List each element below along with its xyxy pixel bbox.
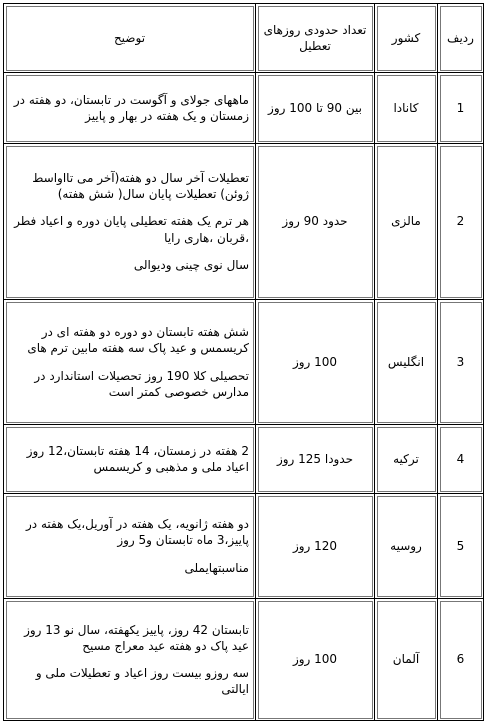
- description-cell: [4, 73, 256, 144]
- description-paragraph: سال نوی چینی ودیوالی: [133, 257, 249, 272]
- description-paragraph: دو هفته ژانویه، یک هفته در آوریل،یک هفته در پاییز،3 ماه تابستان و5 روز: [26, 517, 249, 548]
- table-row: [4, 144, 484, 300]
- row-number-cell: 4: [438, 425, 484, 494]
- country-cell: کانادا: [375, 73, 438, 144]
- description-paragraph: تابستان 42 روز، پاییز یکهفته، سال نو 13 روز عید پاک دو هفته عید معراج مسیح: [24, 622, 249, 653]
- holiday-days-cell: بین 90 تا 100 روز: [256, 73, 375, 144]
- description-paragraph: تحصیلی کلا 190 روز تحصیلات استاندارد در مدارس خصوصی کمتر است: [34, 368, 249, 399]
- header-country: کشور: [375, 4, 438, 73]
- description-paragraph: تعطیلات آخر سال دو هفته(آخر می تااواسط ژوئن) تعطیلات پایان سال( شش هفته): [32, 171, 249, 202]
- description-paragraph: 2 هفته در زمستان، 14 هفته تابستان،12 روز اعیاد ملی و مذهبی و کریسمس: [26, 443, 249, 474]
- holiday-days-cell: 100 روز: [256, 599, 375, 721]
- country-cell: انگلیس: [375, 300, 438, 425]
- description-paragraph: هر ترم یک هفته تعطیلی پایان دوره و اعیاد فطر ،قربان ،هاری رایا: [14, 214, 249, 245]
- table-row: [4, 300, 484, 425]
- header-row-number: ردیف: [438, 4, 484, 73]
- holiday-days-cell: حدود 90 روز: [256, 144, 375, 300]
- holiday-days-cell: 100 روز: [256, 300, 375, 425]
- table-row: [4, 599, 484, 721]
- holiday-days-cell: حدودا 125 روز: [256, 425, 375, 494]
- row-number-cell: 1: [438, 73, 484, 144]
- description-cell: [4, 425, 256, 494]
- row-number-cell: 3: [438, 300, 484, 425]
- country-cell: روسیه: [375, 494, 438, 599]
- row-number-cell: 2: [438, 144, 484, 300]
- row-number-cell: 5: [438, 494, 484, 599]
- description-paragraph: مناسبتهایملی: [184, 560, 249, 575]
- table-row: [4, 425, 484, 494]
- description-paragraph: ماههای جولای و آگوست در تابستان، دو هفته در زمستان و یک هفته در بهار و پاییز: [13, 92, 249, 123]
- description-cell: [4, 494, 256, 599]
- header-row: [4, 4, 484, 73]
- country-cell: مالزی: [375, 144, 438, 300]
- row-number-cell: 6: [438, 599, 484, 721]
- description-cell: [4, 300, 256, 425]
- description-cell: [4, 599, 256, 721]
- description-paragraph: شش هفته تابستان دو دوره دو هفته ای در کریسمس و عید پاک سه هفته مابین ترم های: [27, 325, 249, 356]
- description-cell: [4, 144, 256, 300]
- country-cell: ترکیه: [375, 425, 438, 494]
- description-paragraph: سه روزو بیست روز اعیاد و تعطیلات ملی و ایالتی: [35, 666, 249, 697]
- header-holiday-days: تعداد حدودی روزهای تعطیل: [256, 4, 375, 73]
- table-row: [4, 73, 484, 144]
- holiday-comparison-table: [3, 3, 484, 721]
- country-cell: آلمان: [375, 599, 438, 721]
- holiday-days-cell: 120 روز: [256, 494, 375, 599]
- header-description: توضیح: [4, 4, 256, 73]
- table-row: [4, 494, 484, 599]
